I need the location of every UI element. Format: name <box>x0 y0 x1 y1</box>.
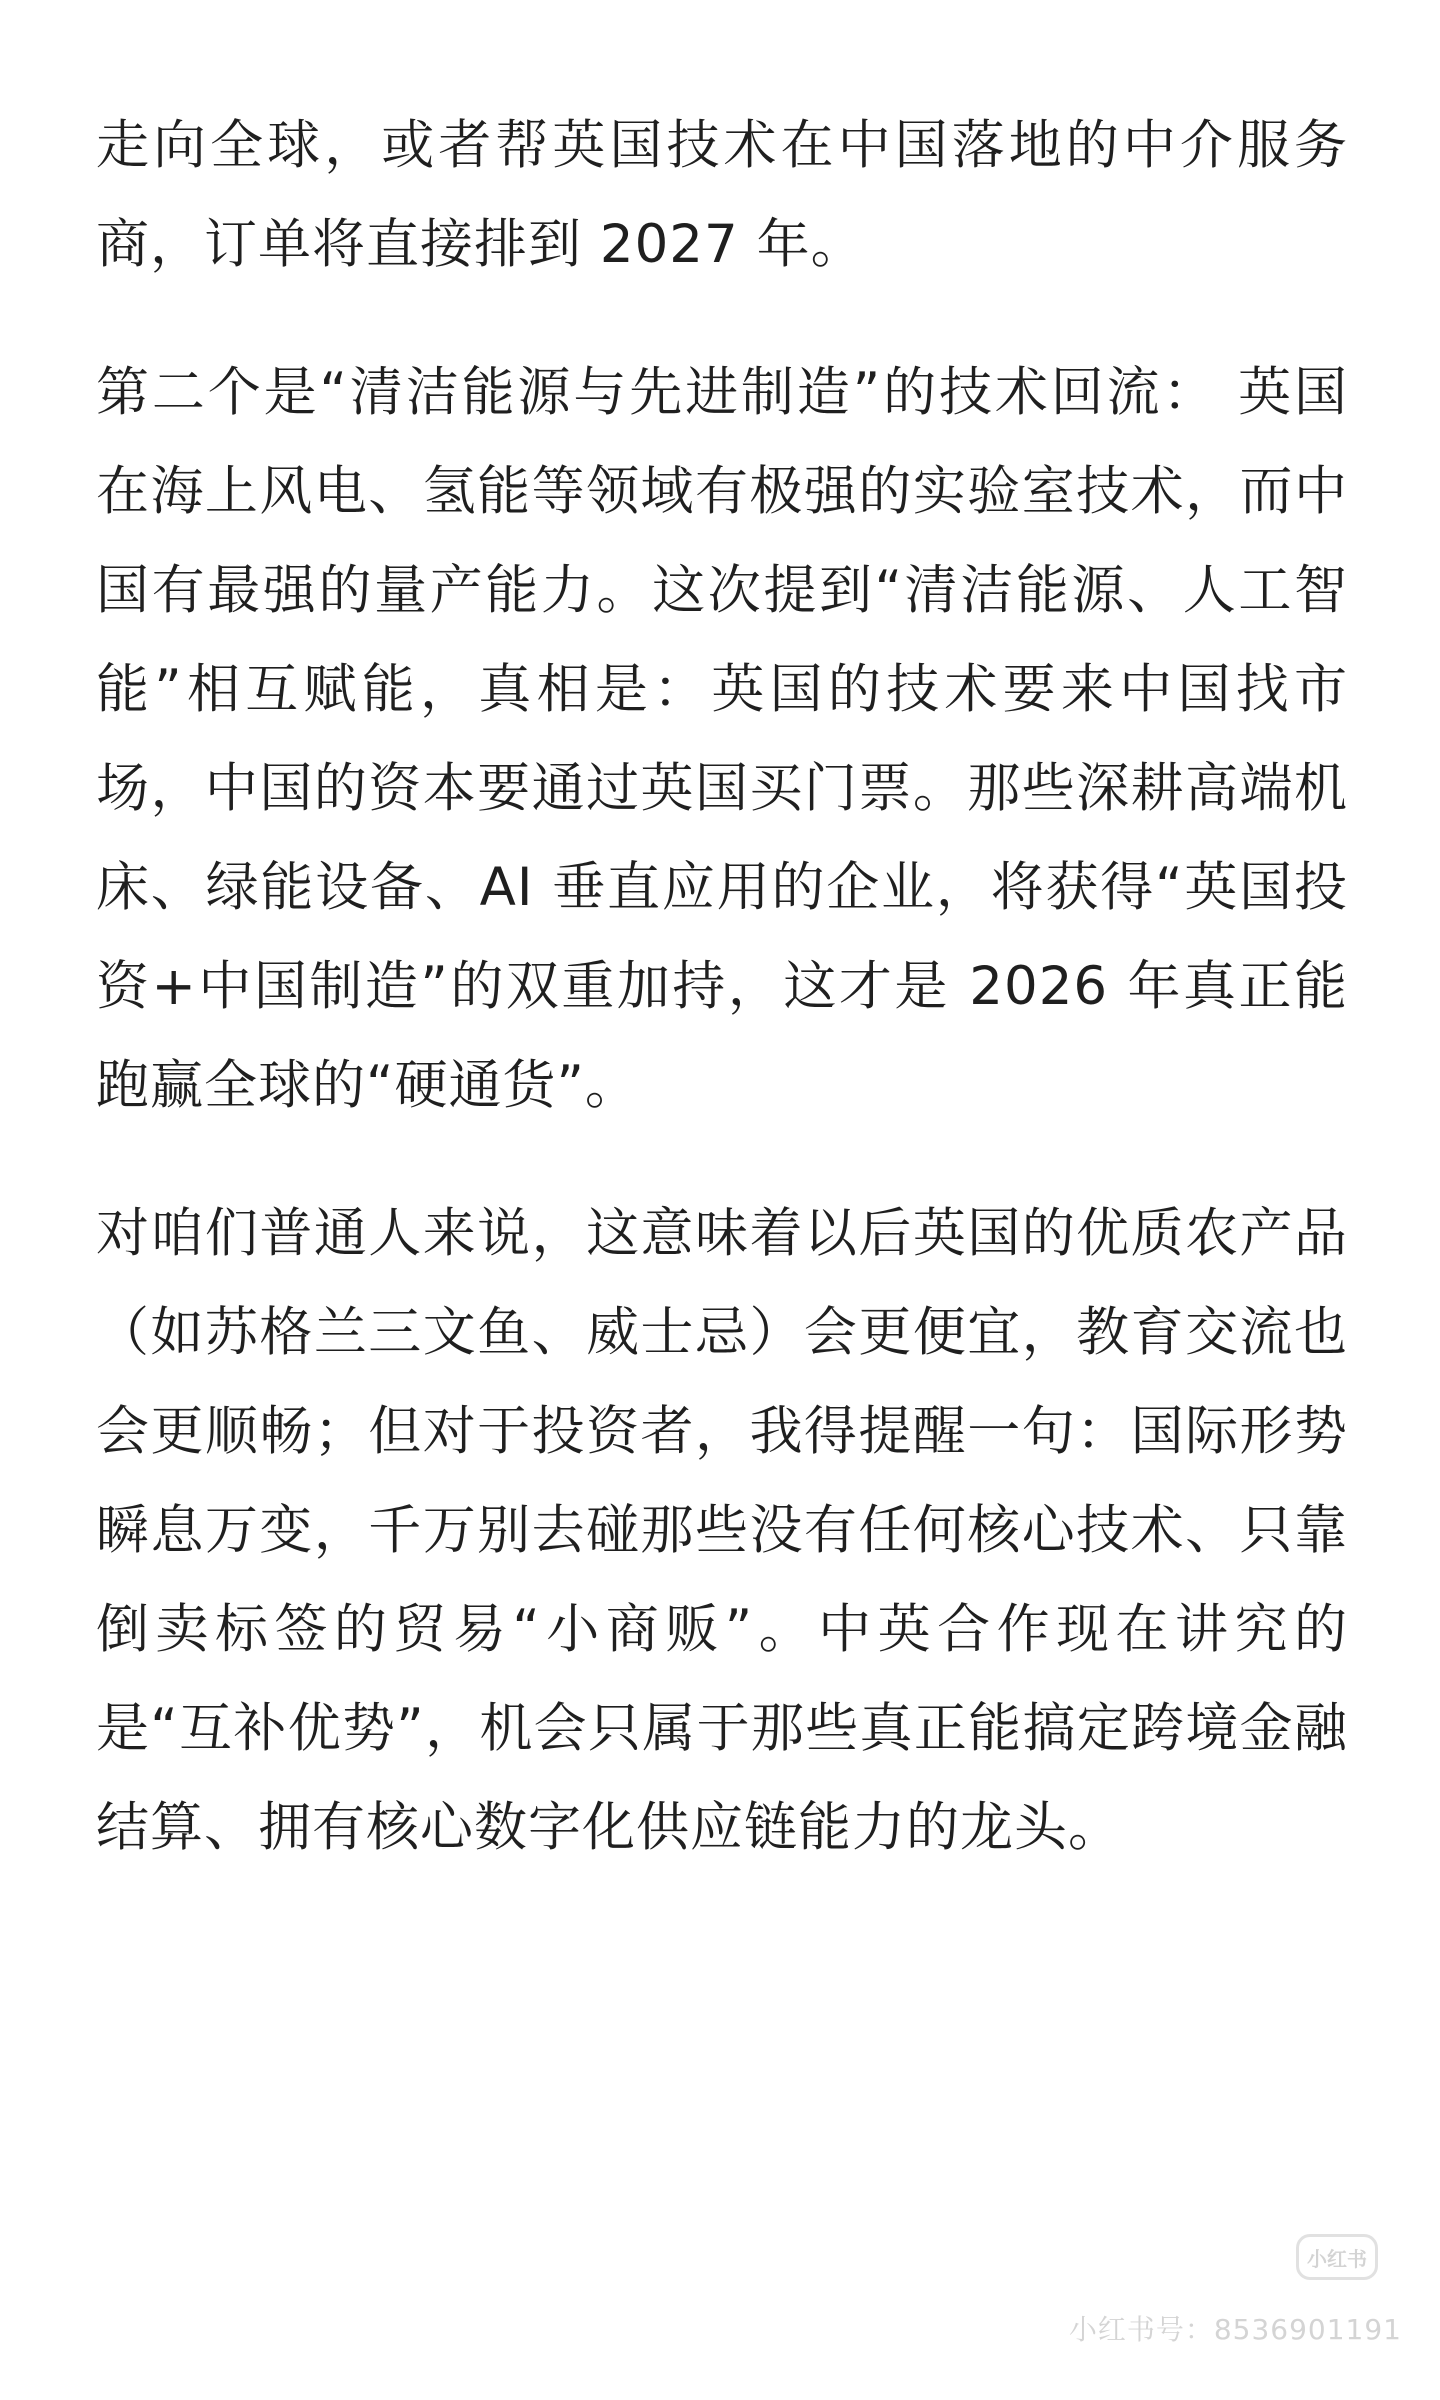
article-body <box>96 96 1348 1926</box>
watermark-id: 小红书号：8536901191 <box>1068 2313 1402 2346</box>
xiaohongshu-logo-icon: 小红书 <box>1296 2234 1378 2280</box>
paragraph-2: 第二个是“清洁能源与先进制造”的技术回流： 英国在海上风电、氢能等领域有极强的实验室技术，而中国有最强的量产能力。这次提到“清洁能源、人工智能”相互赋能，真相是：英国的技术要来中国找市场，中国的资本要通过英国买门票。那些深耕高端机床、绿能设备、AI 垂直应用的企业，将获得“英国投资+中国制造”的双重加持，这才是 2026 年真正能跑赢全球的“硬通货”。 <box>96 362 1348 1116</box>
xiaohongshu-watermark <box>1068 2234 1402 2374</box>
paragraph-3: 对咱们普通人来说，这意味着以后英国的优质农产品（如苏格兰三文鱼、威士忌）会更便宜，教育交流也会更顺畅；但对于投资者，我得提醒一句：国际形势瞬息万变，千万别去碰那些没有任何核心技术、只靠倒卖标签的贸易“小商贩”。中英合作现在讲究的是“互补优势”，机会只属于那些真正能搞定跨境金融结算、拥有核心数字化供应链能力的龙头。 <box>96 1203 1348 1858</box>
paragraph-1: 走向全球，或者帮英国技术在中国落地的中介服务商，订单将直接排到 2027 年。 <box>96 115 1348 275</box>
